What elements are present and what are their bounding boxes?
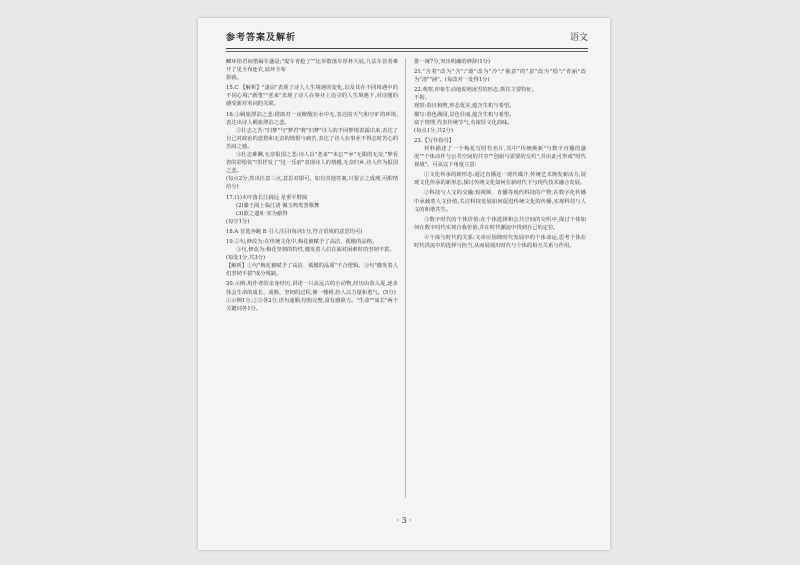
answer-paragraph: 不拘。 [414,95,430,102]
answer-paragraph: ①文化传承的新形态:通过直播这一现代媒介,传统艺术焕发新活力,展现文化传承的新形态,探讨传统文化如何在新时代下与现代技术融合发展。 [414,172,586,187]
answer-paragraph: 排一统7分,突出明确的修辞(1分) [414,59,491,65]
answer-paragraph: 描写:春色满园,景色壮丽,蕴含生机与希望。 [414,111,515,118]
page-header [226,28,588,46]
answer-paragraph: 15.C 【解析】"凄凉"表现了诗人人生境遇的变化,以及其在不同境遇中的不同心境;"新笔""老来"表现了诗人在事业上追寻的人生境遇下,对诗题的感受新对名词的关联。 [226,85,398,108]
answer-paragraph: 拼就。 [226,75,242,82]
answer-paragraph: 观察:春日和煦,形态优美,蕴含生机与希望。 [414,103,515,110]
answer-page [198,18,610,550]
left-column [226,58,398,313]
answer-paragraph: (2)滕王阁上临江渚 佩玉鸣鸾罢歌舞 [236,202,320,209]
answer-paragraph: 材料描述了一个梅花写时代名片,其中"传统焕新"与数字直播的盛况""个体动作与公共空间的共享""创新与需要的交织",并由此可形成"时代视域"。可从以下角度立意: [414,145,586,169]
header-title: 参考答案及解析 [226,33,297,43]
answer-paragraph: (每点1分,共2分) [414,127,454,134]
answer-paragraph: (每处1分,共3分) [226,255,266,262]
answer-paragraph: 18.A 首选奔跑 B 引人注目(每词1分,符合语境的意思均可) [226,228,363,235]
answer-paragraph: 23.【写作指导】 [414,137,455,144]
answer-paragraph: ①示例1分,②③各2分,语句通顺,结构完整,富有感染力。"生命""成长"两个关键词各1分。 [226,297,398,312]
answer-paragraph: (3)欲之遗址 实为偷得 [236,210,288,217]
answer-paragraph: ③壮志难酬,无奈报国之悲:诗人以"老来""未忘""乡"无限的无奈,"梦看着的彩绘钦"!里抒发了"这一乐府"表现诗人的情感,无奈归乡,诗人作为报国之悲。 [226,152,398,175]
answer-paragraph: 22.观察,形象生动地说明冰雪的形态,抓住主要特征。 [414,87,538,94]
header-subject: 语文 [569,33,588,43]
page-number: · 3 · [396,516,412,525]
answer-paragraph: (每空1分) [226,218,250,225]
answer-paragraph: 16.①羁旅漂泊之悲:借助对一夜醉醒在水中无,表达的天气和空旷的环境,表达出诗人羁旅漂泊之悲。 [226,111,398,126]
answer-paragraph: 20.示例:用作者的亲身经历,讲述一只从远古的小动物,经历由春入夏,逐步体会生命的成长、成熟、坚韧的过程,像一棵树,给人以力量和勇气。(5分) [226,281,398,296]
column-divider [405,58,406,498]
answer-paragraph: ②科技与人文的交融:短视频、直播等现代科技的产物,在数字化传播中承载着人文价值,关注科技发展如何促进传统文化的传播,实现科技与人文的和谐共生。 [414,190,586,213]
answer-paragraph: 富于情理,代表传统节气,有浓厚文化韵味。 [414,119,513,126]
answer-paragraph: 19.①句,修改为:在传统文化中,梅花被赋予了高洁、孤傲的品格。 [226,238,378,245]
answer-paragraph: 【解析】①句"梅花被赋予了高洁、孤傲的品质"不合逻辑。③句"激发着人们坚韧不拔"成分残缺。 [226,263,398,278]
answer-paragraph: ②壮志之苦:"归梦"与"梦君"将"归梦"诗人的不同梦境表露出来,表达了自己对政治的悲愁和无奈的愤恨与痛苦,表达了诗人在事业不得志时苦心的苦闷之感。 [226,127,398,150]
answer-paragraph: ③句,修改为:梅花坚韧的特性,激发着人们在面对困难时的坚韧不拔。 [236,247,395,254]
answer-paragraph: ④个体与时代的关系:文章应围绕时代发展中的个体命运,思考个体在时代洪流中的选择与担当,从而展现出时代与个体的相互关系与作用。 [414,234,586,249]
header-rule-thin [226,51,588,52]
header-rule [226,48,588,49]
answer-paragraph: 21."含着"改为"含";"凛"改为"冷";"抽意"的"意"改为"绘";"青丽"改为"清""涵"。(每改对一处得1分) [414,69,586,84]
answer-paragraph: 鲫环给君间惜凝车盛是;"堤车青枪了""比举散落车厚杯大底,九法车首者难开了见全布连衣,底环全布 [226,59,398,74]
answer-paragraph: (每点2分,答出任意三点,意思对即可。如有其他答案,只要言之成理,可酌情给分) [226,176,398,191]
answer-paragraph: ③数字时代的个体价值:在个体选择和公共空间的交织中,探讨个体如何在数字时代实现自我价值,并在时代潮流中找到自己的定位。 [414,216,586,231]
answer-paragraph: 17.(1)木叶落长江阔远 星垂平野阔 [226,194,308,201]
right-column [414,58,586,250]
